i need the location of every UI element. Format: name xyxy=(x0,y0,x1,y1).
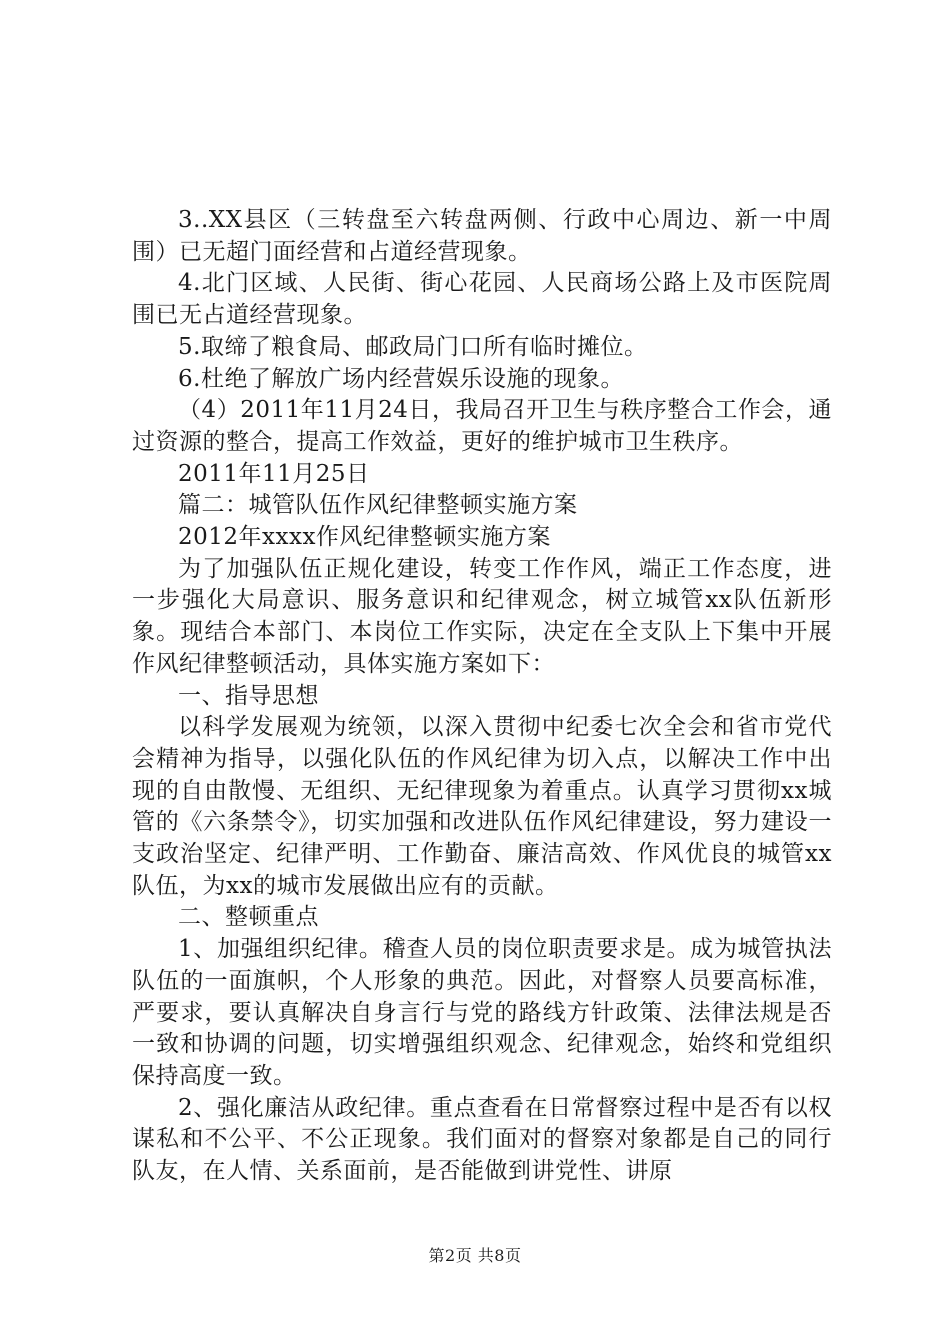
paragraph-item-3: 3..XX县区（三转盘至六转盘两侧、行政中心周边、新一中周围）已无超门面经营和占道经营现象。 xyxy=(132,207,832,265)
paragraph-guiding-thought: 以科学发展观为统领，以深入贯彻中纪委七次全会和省市党代会精神为指导，以强化队伍的作风纪律为切入点，以解决工作中出现的自由散慢、无组织、无纪律现象为着重点。认真学习贯彻xx城管的《六条禁令》，切实加强和改进队伍作风纪律建设，努力建设一支政治坚定、纪律严明、工作勤奋、廉洁高效、作风优良的城管xx队伍，为xx的城市发展做出应有的贡献。 xyxy=(132,714,832,899)
document-body xyxy=(132,205,832,1188)
paragraph-integrity-discipline: 2、强化廉洁从政纪律。重点查看在日常督察过程中是否有以权谋私和不公平、不公正现象。我们面对的督察对象都是自己的同行队友，在人情、关系面前，是否能做到讲党性、讲原 xyxy=(132,1094,832,1185)
paragraph-item-5: 5.取缔了粮食局、邮政局门口所有临时摊位。 xyxy=(178,333,648,360)
heading-key-points: 二、整顿重点 xyxy=(178,904,319,931)
page-footer: 第2页 共8页 xyxy=(428,1246,522,1265)
paragraph-item-4: 4.北门区域、人民街、街心花园、人民商场公路上及市医院周围已无占道经营现象。 xyxy=(132,270,832,329)
paragraph-meeting: （4）2011年11月24日，我局召开卫生与秩序整合工作会，通过资源的整合，提高工作效益，更好的维护城市卫生秩序。 xyxy=(132,397,832,455)
paragraph-organization-discipline: 1、加强组织纪律。稽查人员的岗位职责要求是。成为城管执法队伍的一面旗帜，个人形象的典范。因此，对督察人员要高标准，严要求，要认真解决自身言行与党的路线方针政策、法律法规是否一致和协调的问题，切实增强组织观念、纪律观念，始终和党组织保持高度一致。 xyxy=(132,936,832,1089)
section-title-part-two: 篇二：城管队伍作风纪律整顿实施方案 xyxy=(178,492,578,519)
paragraph-intro: 为了加强队伍正规化建设，转变工作作风，端正工作态度，进一步强化大局意识、服务意识和纪律观念，树立城管xx队伍新形象。现结合本部门、本岗位工作实际，决定在全支队上下集中开展作风纪律整顿活动，具体实施方案如下： xyxy=(132,555,832,677)
paragraph-date: 2011年11月25日 xyxy=(178,460,370,487)
heading-guiding-thought: 一、指导思想 xyxy=(178,682,319,709)
document-title: 2012年xxxx作风纪律整顿实施方案 xyxy=(178,524,551,551)
paragraph-item-6: 6.杜绝了解放广场内经营娱乐设施的现象。 xyxy=(178,365,624,392)
